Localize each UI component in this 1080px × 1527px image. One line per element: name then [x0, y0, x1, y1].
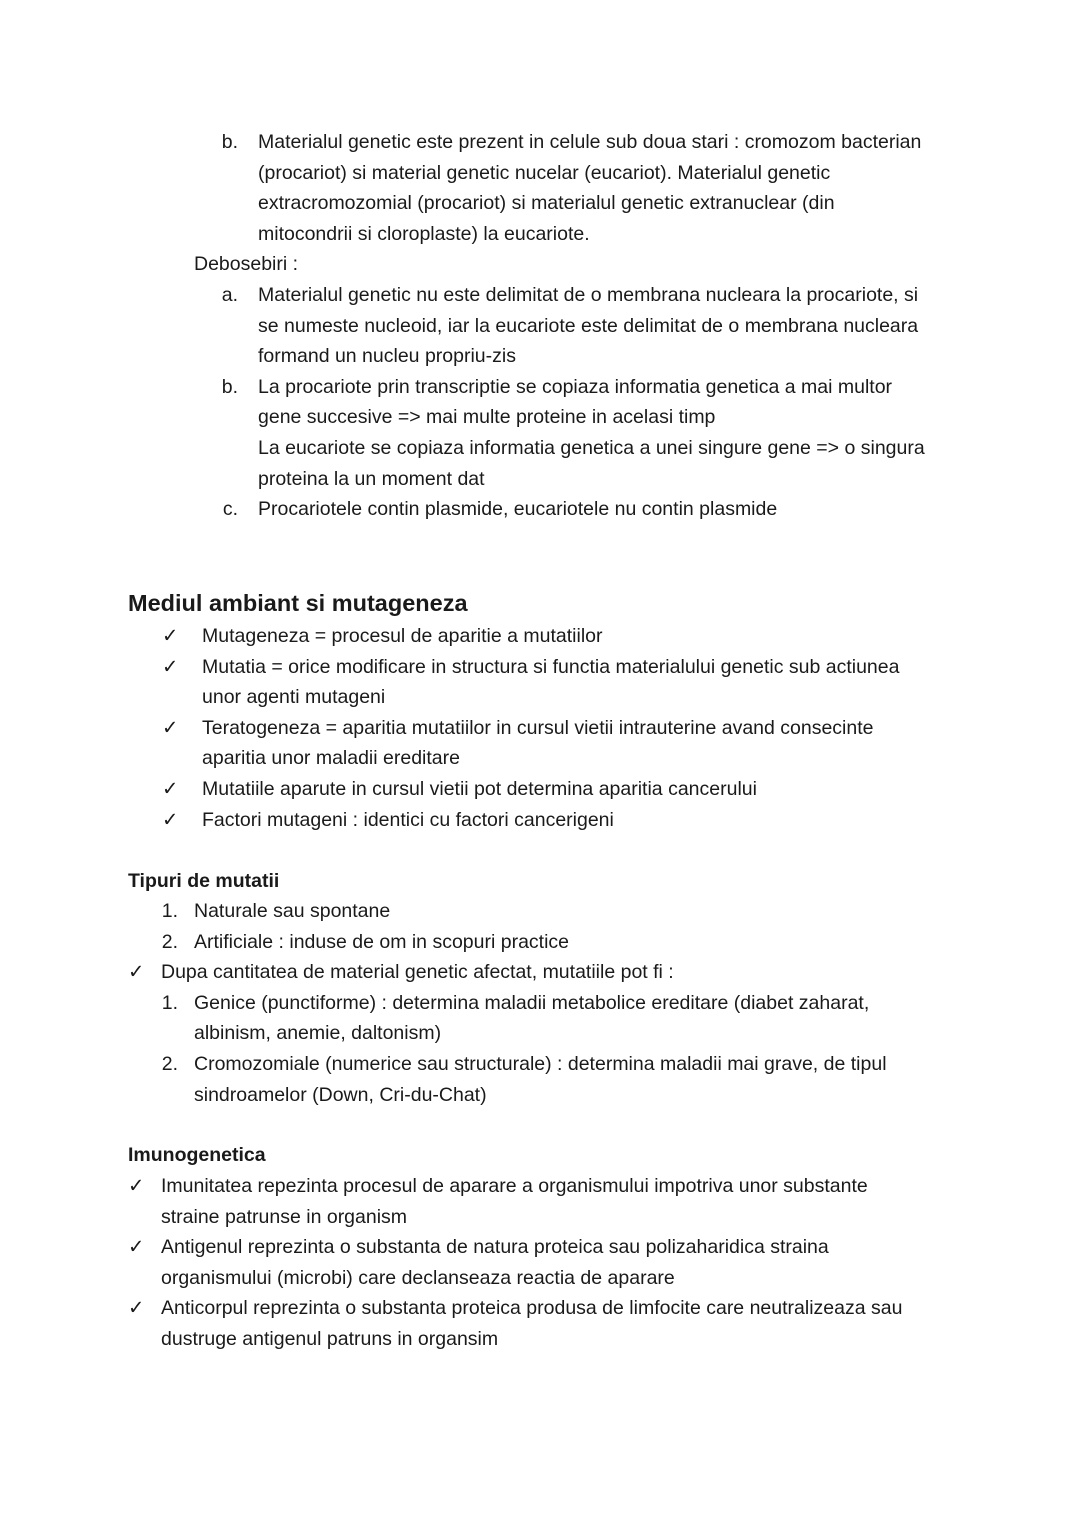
checklist-item-text [202, 713, 992, 774]
list-item-text [258, 127, 994, 249]
section-heading-imunogenetica: Imunogenetica [128, 1144, 266, 1166]
checklist-item-text [161, 1232, 988, 1293]
text-line: sindroamelor (Down, Cri-du-Chat) [194, 1083, 487, 1106]
checkmark-icon: ✓ [162, 625, 179, 647]
text-line: unor agenti mutageni [202, 686, 386, 709]
numbered-item-text [194, 927, 988, 958]
text-line: aparitia unor maladii ereditare [202, 747, 460, 770]
text-line: (procariot) si material genetic nucelar (eucariot). Materialul genetic [258, 161, 831, 184]
list-number: 2. [161, 1052, 178, 1075]
checklist-item [128, 1171, 988, 1232]
differences-list [194, 280, 994, 525]
checklist-item [162, 713, 992, 774]
list-item-text [258, 280, 994, 372]
intro-list [194, 127, 994, 249]
imunogenetica-checklist [128, 1171, 988, 1355]
checklist-item-text [161, 957, 988, 988]
checklist-item [128, 957, 988, 988]
checklist-item [162, 652, 992, 713]
numbered-item [128, 988, 988, 1049]
list-item-text [258, 494, 994, 525]
checklist-item [162, 805, 992, 836]
checklist-item [128, 1293, 988, 1354]
list-item-a [194, 280, 994, 372]
text-line: Antigenul reprezinta o substanta de natura proteica sau polizaharidica straina [161, 1236, 829, 1259]
numbered-item-text [194, 896, 988, 927]
text-line: Teratogeneza = aparitia mutatiilor in cursul vietii intrauterine avand consecinte [202, 716, 874, 739]
numbered-item [128, 896, 988, 927]
text-line: La procariote prin transcriptie se copiaza informatia genetica a mai multor [258, 375, 893, 398]
numbered-item [128, 1049, 988, 1110]
text-line: gene succesive => mai multe proteine in acelasi timp [258, 406, 716, 429]
text-line: dustruge antigenul patruns in organsim [161, 1327, 499, 1350]
checklist-item-text [202, 774, 992, 805]
text-line: Mutageneza = procesul de aparitie a mutatiilor [202, 625, 603, 647]
text-line: Naturale sau spontane [194, 900, 391, 922]
mutation-types-list [128, 896, 988, 1110]
text-line: Mutatia = orice modificare in structura si functia materialului genetic sub actiunea [202, 655, 900, 678]
text-line: La eucariote se copiaza informatia genetica a unei singure gene => o singura [258, 436, 925, 459]
checklist-item [162, 621, 992, 652]
checkmark-icon: ✓ [128, 1297, 145, 1320]
checklist-item-text [161, 1171, 988, 1232]
numbered-item-text [194, 1049, 988, 1110]
text-line: extracromozomial (procariot) si materialul genetic extranuclear (din [258, 192, 835, 215]
list-item-b [194, 372, 994, 494]
text-line: straine patrunse in organism [161, 1205, 408, 1228]
text-line: Dupa cantitatea de material genetic afectat, mutatiile pot fi : [161, 961, 674, 984]
section-heading-tipuri: Tipuri de mutatii [128, 870, 280, 892]
checkmark-icon: ✓ [162, 808, 179, 831]
checklist-item-text [202, 621, 992, 652]
text-line: Imunitatea repezinta procesul de aparare a organismului impotriva unor substante [161, 1175, 868, 1197]
section-heading-mutageneza: Mediul ambiant si mutageneza [128, 590, 468, 616]
list-number: 1. [161, 991, 178, 1014]
checkmark-icon: ✓ [128, 1175, 145, 1197]
checklist-item [162, 774, 992, 805]
text-line: albinism, anemie, daltonism) [194, 1022, 442, 1045]
text-line: Artificiale : induse de om in scopuri practice [194, 930, 570, 953]
checkmark-icon: ✓ [162, 716, 179, 739]
list-marker: c. [222, 498, 238, 521]
text-line: mitocondrii si cloroplaste) la eucariote. [258, 222, 590, 245]
text-line: Factori mutageni : identici cu factori cancerigeni [202, 808, 614, 831]
text-line: organismului (microbi) care declanseaza reactia de aparare [161, 1266, 675, 1289]
list-marker: b. [221, 131, 238, 153]
checklist-item-text [202, 805, 992, 836]
checkmark-icon: ✓ [162, 655, 179, 678]
mutageneza-checklist [162, 621, 992, 835]
text-line: formand un nucleu propriu-zis [258, 345, 516, 368]
differences-label: Debosebiri : [194, 253, 299, 275]
list-number: 1. [161, 900, 178, 922]
list-marker: a. [221, 284, 238, 306]
text-line: Procariotele contin plasmide, eucariotele nu contin plasmide [258, 498, 778, 521]
list-item-b [194, 127, 994, 249]
list-item-c [194, 494, 994, 525]
text-line: Mutatiile aparute in cursul vietii pot determina aparitia cancerului [202, 777, 757, 800]
list-marker: b. [221, 375, 238, 398]
text-line: Anticorpul reprezinta o substanta proteica produsa de limfocite care neutralizeaza sau [161, 1297, 903, 1320]
checkmark-icon: ✓ [162, 777, 179, 800]
checkmark-icon: ✓ [128, 961, 145, 984]
checklist-item-text [202, 652, 992, 713]
text-line: Cromozomiale (numerice sau structurale) : determina maladii mai grave, de tipul [194, 1052, 887, 1075]
text-line: Genice (punctiforme) : determina maladii metabolice ereditare (diabet zaharat, [194, 991, 870, 1014]
text-line: Materialul genetic este prezent in celule sub doua stari : cromozom bacterian [258, 131, 922, 153]
checklist-item-text [161, 1293, 988, 1354]
text-line: se numeste nucleoid, iar la eucariote este delimitat de o membrana nucleara [258, 314, 919, 337]
checkmark-icon: ✓ [128, 1236, 145, 1259]
text-line: Materialul genetic nu este delimitat de o membrana nucleara la procariote, si [258, 284, 919, 306]
text-line: proteina la un moment dat [258, 467, 485, 490]
numbered-item [128, 927, 988, 958]
checklist-item [128, 1232, 988, 1293]
list-item-text [258, 372, 994, 494]
list-number: 2. [161, 930, 178, 953]
numbered-item-text [194, 988, 988, 1049]
